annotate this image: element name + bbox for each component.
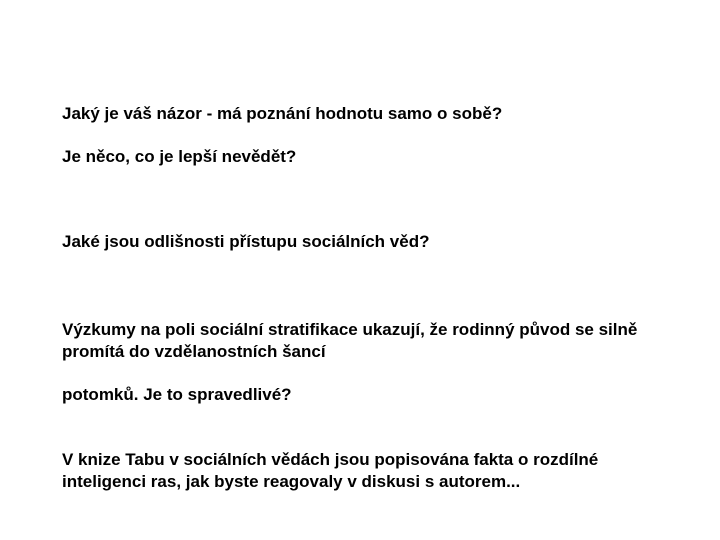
question-better-not-know: Je něco, co je lepší nevědět? xyxy=(62,147,297,166)
question-social-sciences-approach: Jaké jsou odlišnosti přístupu sociálních věd? xyxy=(62,232,430,251)
question-knowledge-value: Jaký je váš názor - má poznání hodnotu samo o sobě? xyxy=(62,104,503,123)
paragraph-social-stratification: Výzkumy na poli sociální stratifikace ukazují, že rodinný původ se silně promítá do vzdělanostních šancí xyxy=(62,320,638,361)
question-is-it-fair: potomků. Je to spravedlivé? xyxy=(62,385,292,404)
paragraph-tabu-book: V knize Tabu v sociálních vědách jsou popisována fakta o rozdílné inteligenci ras, jak byste reagovaly v diskusi s autorem... xyxy=(62,450,599,491)
